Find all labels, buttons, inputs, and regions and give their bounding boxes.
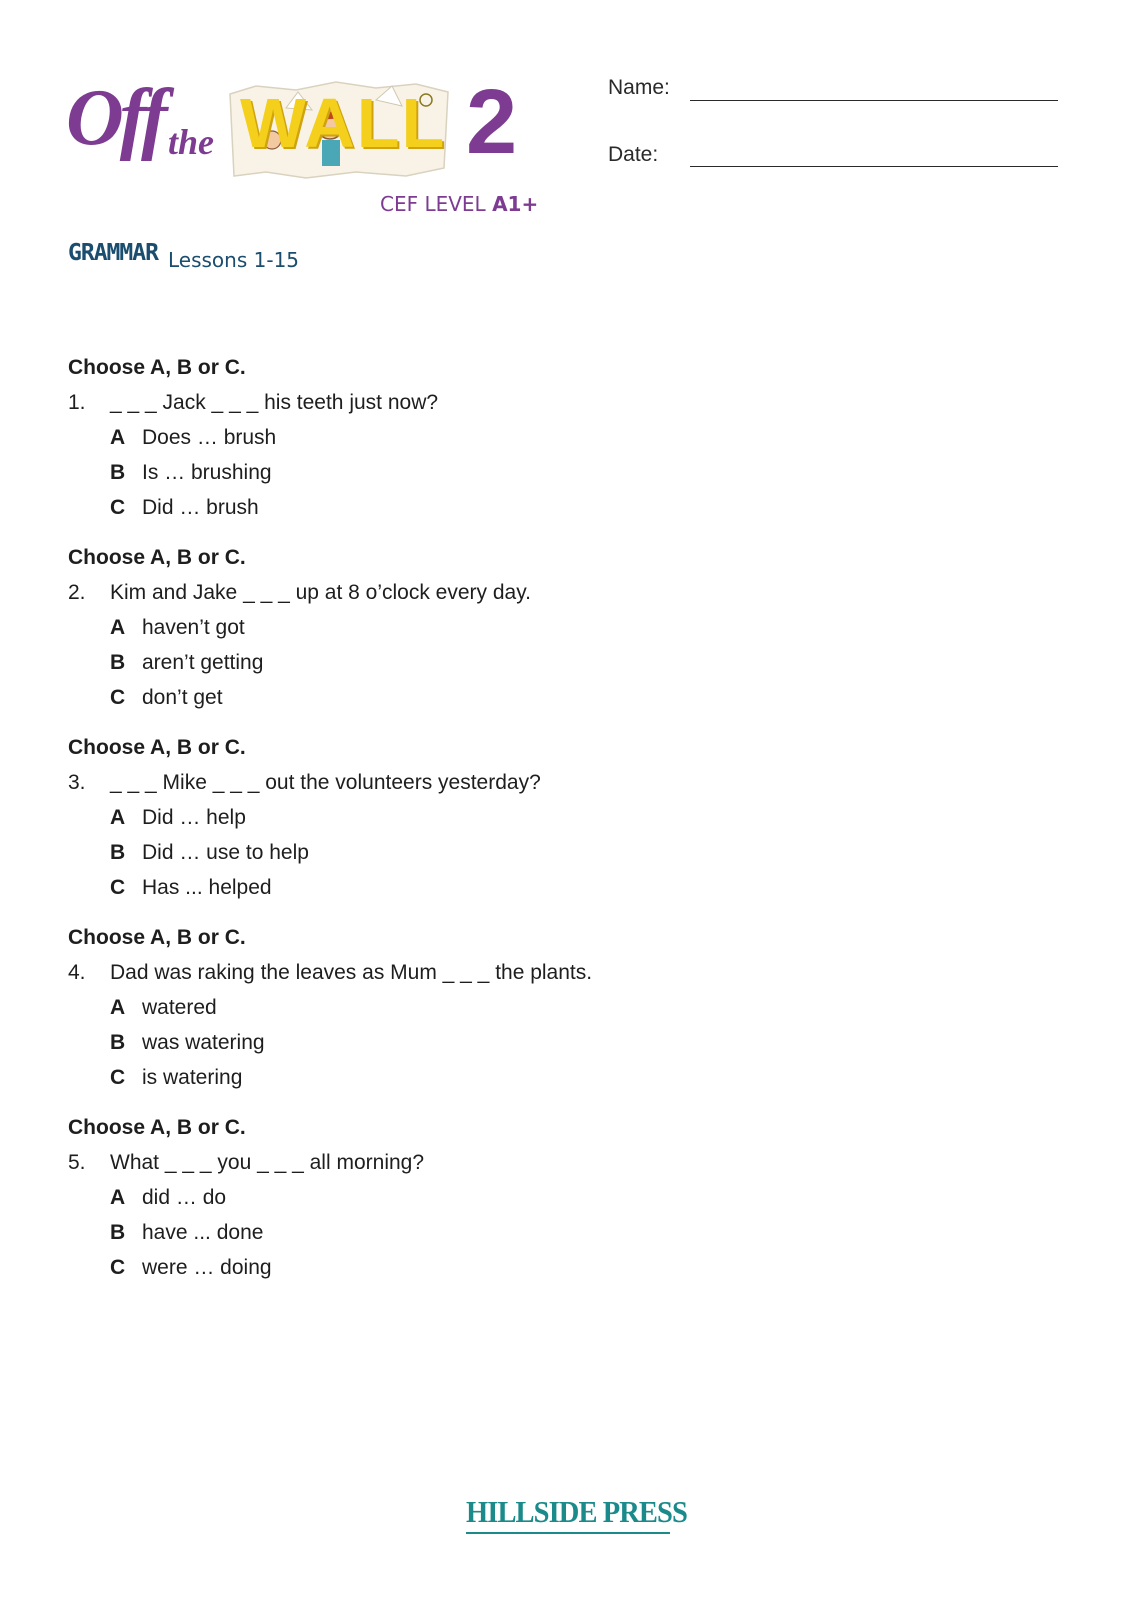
option-text: Did … use to help	[142, 841, 309, 864]
option-letter: A	[110, 996, 126, 1019]
answer-option[interactable]	[68, 616, 768, 640]
date-field[interactable]	[690, 166, 1058, 167]
question-line	[68, 581, 768, 605]
name-field[interactable]	[690, 100, 1058, 101]
question-text: _ _ _ Mike _ _ _ out the volunteers yesterday?	[110, 771, 541, 794]
question-instruction: Choose A, B or C.	[68, 546, 246, 569]
answer-option[interactable]	[68, 806, 768, 830]
answer-option[interactable]	[68, 1066, 768, 1090]
logo-word-off: Off	[66, 74, 164, 162]
answer-option[interactable]	[68, 1031, 768, 1055]
question-number: 5.	[68, 1151, 86, 1174]
question-number: 2.	[68, 581, 86, 604]
option-letter: B	[110, 841, 126, 864]
question-block	[68, 736, 768, 900]
option-text: Did … brush	[142, 496, 259, 519]
option-letter: A	[110, 1186, 126, 1209]
question-text: Kim and Jake _ _ _ up at 8 o’clock every day.	[110, 581, 532, 604]
option-text: Does … brush	[142, 426, 277, 449]
name-label: Name:	[608, 76, 670, 99]
answer-option[interactable]	[68, 686, 768, 710]
option-text: is watering	[142, 1066, 243, 1089]
logo-word-wall: WALL	[240, 84, 447, 162]
question-line	[68, 391, 768, 415]
option-letter: C	[110, 1256, 126, 1279]
option-text: Has ... helped	[142, 876, 272, 899]
question-instruction: Choose A, B or C.	[68, 926, 246, 949]
publisher-underline	[466, 1532, 670, 1534]
option-letter: B	[110, 461, 126, 484]
option-text: watered	[142, 996, 217, 1019]
option-text: did … do	[142, 1186, 227, 1209]
answer-option[interactable]	[68, 841, 768, 865]
answer-option[interactable]	[68, 876, 768, 900]
question-text: What _ _ _ you _ _ _ all morning?	[110, 1151, 425, 1174]
option-text: haven’t got	[142, 616, 245, 639]
logo-number: 2	[466, 71, 518, 173]
grammar-section-tag: GRAMMAR	[68, 240, 158, 266]
cef-prefix: CEF LEVEL	[380, 192, 493, 216]
question-block	[68, 546, 768, 710]
answer-option[interactable]	[68, 1186, 768, 1210]
question-instruction: Choose A, B or C.	[68, 736, 246, 759]
option-letter: C	[110, 686, 126, 709]
answer-option[interactable]	[68, 651, 768, 675]
option-text: aren’t getting	[142, 651, 264, 674]
answer-option[interactable]	[68, 461, 768, 485]
lessons-range: Lessons 1-15	[168, 248, 300, 272]
question-block	[68, 926, 768, 1090]
option-letter: B	[110, 1221, 126, 1244]
answer-option[interactable]	[68, 1221, 768, 1245]
option-text: were … doing	[142, 1256, 272, 1279]
date-label: Date:	[608, 143, 659, 166]
question-number: 1.	[68, 391, 86, 414]
option-letter: C	[110, 876, 126, 899]
question-line	[68, 961, 768, 985]
option-text: have ... done	[142, 1221, 264, 1244]
cef-level-value: A1+	[492, 192, 539, 216]
off-the-wall-logo	[66, 72, 546, 184]
question-number: 4.	[68, 961, 86, 984]
option-letter: B	[110, 1031, 126, 1054]
option-letter: A	[110, 426, 126, 449]
answer-option[interactable]	[68, 1256, 768, 1280]
question-line	[68, 771, 768, 795]
option-letter: C	[110, 496, 126, 519]
question-instruction: Choose A, B or C.	[68, 356, 246, 379]
option-letter: A	[110, 806, 126, 829]
cef-level	[380, 192, 538, 216]
question-number: 3.	[68, 771, 86, 794]
option-letter: C	[110, 1066, 126, 1089]
question-block	[68, 356, 768, 520]
option-text: Did … help	[142, 806, 246, 829]
answer-option[interactable]	[68, 426, 768, 450]
publisher-logo: HILLSIDE PRESS	[466, 1494, 687, 1529]
question-text: Dad was raking the leaves as Mum _ _ _ the plants.	[110, 961, 593, 984]
option-text: don’t get	[142, 686, 223, 709]
question-line	[68, 1151, 768, 1175]
answer-option[interactable]	[68, 496, 768, 520]
question-instruction: Choose A, B or C.	[68, 1116, 246, 1139]
option-letter: B	[110, 651, 126, 674]
answer-option[interactable]	[68, 996, 768, 1020]
logo-word-the: the	[168, 122, 215, 162]
logo-wall-artwork	[226, 80, 452, 180]
option-text: Is … brushing	[142, 461, 272, 484]
option-letter: A	[110, 616, 126, 639]
option-text: was watering	[142, 1031, 265, 1054]
question-text: _ _ _ Jack _ _ _ his teeth just now?	[110, 391, 439, 414]
question-block	[68, 1116, 768, 1280]
